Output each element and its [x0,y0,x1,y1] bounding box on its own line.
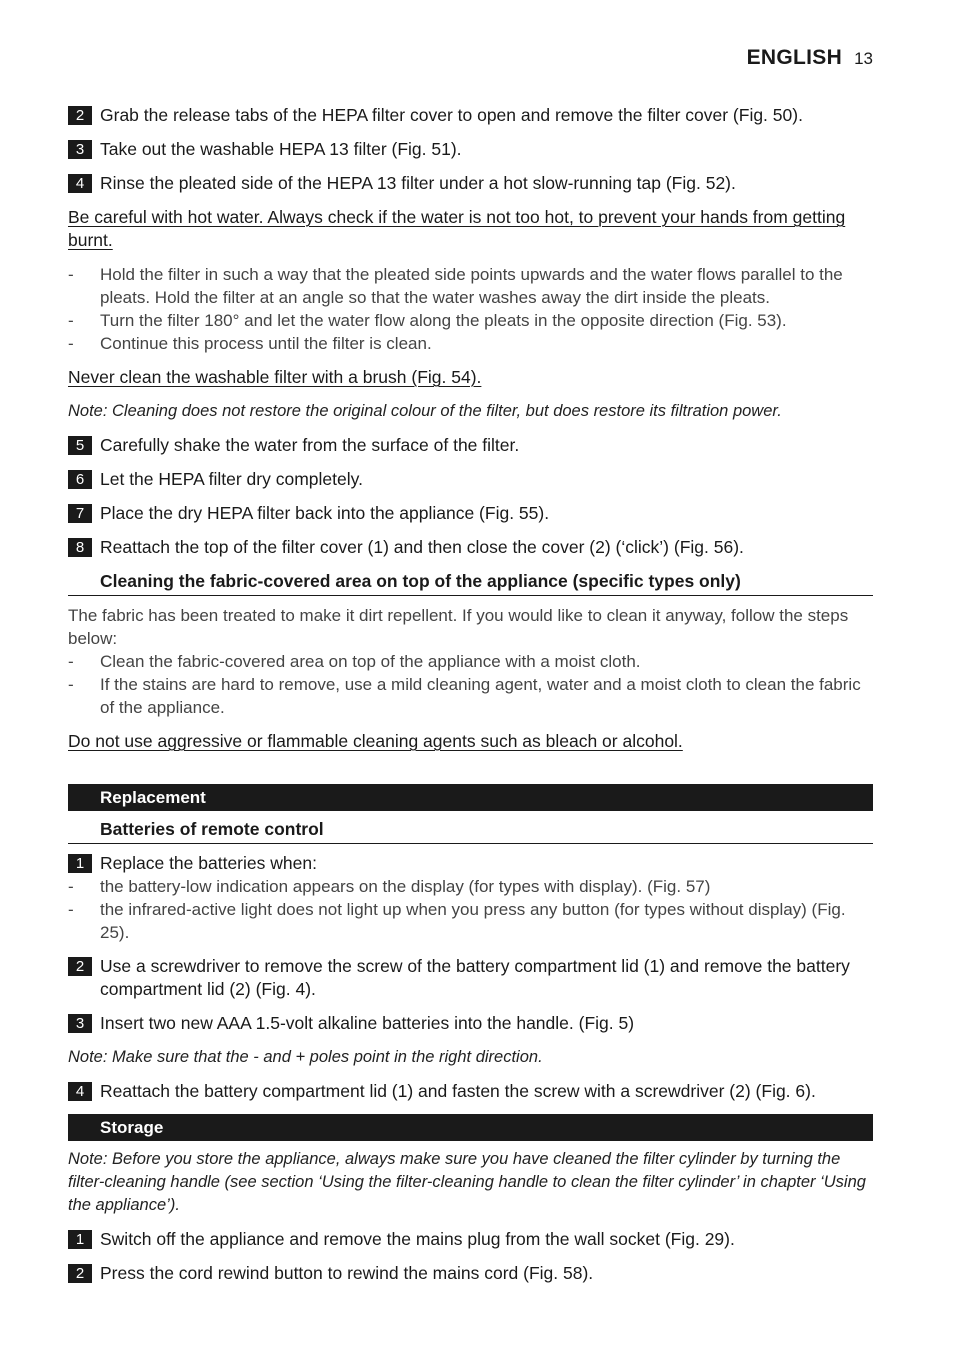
section-title-bar: Replacement [68,784,873,811]
note-text: Note: Cleaning does not restore the original colour of the filter, but does restore its filtration power. [68,402,782,420]
section-subheading: Batteries of remote control [68,818,873,844]
page-number: 13 [854,49,873,68]
step-number: 3 [68,140,92,159]
step-number: 5 [68,436,92,455]
list-item: - Continue this process until the filter is clean. [68,334,432,353]
list-item: - Hold the filter in such a way that the pleated side points upwards and the water flows parallel to the pleats. Hold the filter at an angle so that the water washes away the dirt inside the pleats. [68,265,843,307]
list-item: - the battery-low indication appears on the display (for types with display). (Fig. 57) [68,877,711,896]
step-text: Replace the batteries when: [100,853,317,873]
section-title-bar: Storage [68,1114,873,1141]
step-item [68,1012,873,1035]
step-text: Place the dry HEPA filter back into the appliance (Fig. 55). [100,503,550,523]
step-number: 8 [68,538,92,557]
page-content [68,104,873,1296]
step-text: Grab the release tabs of the HEPA filter cover to open and remove the filter cover (Fig. 50). [100,105,803,125]
step-text: Switch off the appliance and remove the mains plug from the wall socket (Fig. 29). [100,1229,735,1249]
step-item [68,955,873,1001]
step-item [68,852,873,875]
list-item: - the infrared-active light does not light up when you press any button (for types without display) (Fig. 25). [68,900,846,942]
step-number: 4 [68,1082,92,1101]
step-number: 3 [68,1014,92,1033]
step-item [68,536,873,559]
step-text: Press the cord rewind button to rewind the mains cord (Fig. 58). [100,1263,594,1283]
step-number: 7 [68,504,92,523]
step-item [68,1080,873,1103]
list-item: - Turn the filter 180° and let the water flow along the pleats in the opposite direction (Fig. 53). [68,311,787,330]
step-number: 2 [68,106,92,125]
bullet-list [68,875,873,944]
step-item [68,1262,873,1285]
step-number: 1 [68,1230,92,1249]
list-item: - Clean the fabric-covered area on top of the appliance with a moist cloth. [68,652,641,671]
step-number: 6 [68,470,92,489]
step-number: 2 [68,1264,92,1283]
step-text: Use a screwdriver to remove the screw of the battery compartment lid (1) and remove the battery compartment lid (2) (Fig. 4). [100,956,850,999]
warning-text: Never clean the washable filter with a brush (Fig. 54). [68,367,482,387]
note-text: Note: Before you store the appliance, always make sure you have cleaned the filter cylinder by turning the filter-cleaning handle (see section ‘Using the filter-cleaning handle to clean the filter cylinder’ in chapter ‘Using the appliance’). [68,1150,866,1214]
note-text: Note: Make sure that the - and + poles point in the right direction. [68,1048,543,1066]
step-text: Reattach the battery compartment lid (1) and fasten the screw with a screwdriver (2) (Fig. 6). [100,1081,816,1101]
step-number: 4 [68,174,92,193]
step-item [68,172,873,195]
warning-text: Be careful with hot water. Always check if the water is not too hot, to prevent your hands from getting burnt. [68,207,846,250]
step-text: Reattach the top of the filter cover (1) and then close the cover (2) (‘click’) (Fig. 56). [100,537,744,557]
language-label: ENGLISH [746,46,843,69]
bullet-list [68,263,873,355]
step-number: 1 [68,854,92,873]
page-header [747,46,873,70]
step-item [68,468,873,491]
step-item [68,502,873,525]
step-item [68,104,873,127]
step-item [68,1228,873,1251]
bullet-list [68,650,873,719]
step-text: Rinse the pleated side of the HEPA 13 filter under a hot slow-running tap (Fig. 52). [100,173,736,193]
list-item: - If the stains are hard to remove, use a mild cleaning agent, water and a moist cloth to clean the fabric of the appliance. [68,675,861,717]
step-item [68,434,873,457]
step-text: Insert two new AAA 1.5-volt alkaline batteries into the handle. (Fig. 5) [100,1013,635,1033]
step-item [68,138,873,161]
step-text: Take out the washable HEPA 13 filter (Fig. 51). [100,139,462,159]
section-subheading: Cleaning the fabric-covered area on top of the appliance (specific types only) [68,570,873,596]
warning-text: Do not use aggressive or flammable cleaning agents such as bleach or alcohol. [68,731,683,751]
paragraph: The fabric has been treated to make it dirt repellent. If you would like to clean it anyway, follow the steps below: [68,606,849,648]
step-text: Carefully shake the water from the surface of the filter. [100,435,520,455]
step-text: Let the HEPA filter dry completely. [100,469,363,489]
step-number: 2 [68,957,92,976]
